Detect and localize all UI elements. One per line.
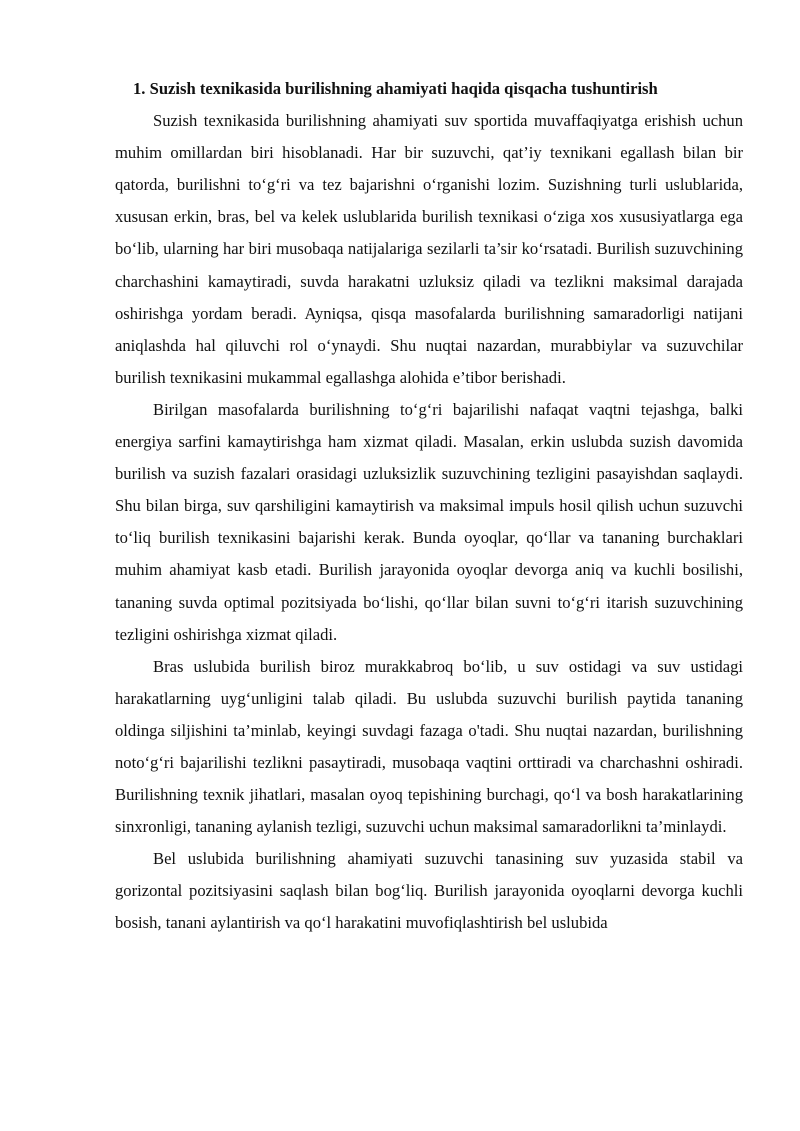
paragraph-2: Birilgan masofalarda burilishning to‘g‘ri bajarilishi nafaqat vaqtni tejashga, balki energiya sarfini kamaytirishga ham xizmat qiladi. Masalan, erkin uslubda suzish davomida burilish va suzish fazalari orasidagi uzluksizlik suzuvchining tezligini pasayishdan saqlaydi. Shu bilan birga, suv qarshiligini kamaytirish va maksimal impuls hosil qilish uchun suzuvchi to‘liq burilish texnikasini bajarishi kerak. Bunda oyoqlar, qo‘llar va tananing burchaklari muhim ahamiyat kasb etadi. Burilish jarayonida oyoqlar devorga aniq va kuchli bosilishi, tananing suvda optimal pozitsiyada bo‘lishi, qo‘llar bilan suvni to‘g‘ri itarish suzuvchining tezligini oshirishga xizmat qiladi.	[115, 399, 743, 644]
paragraph-4: Bel uslubida burilishning ahamiyati suzuvchi tanasining suv yuzasida stabil va gorizontal pozitsiyasini saqlash bilan bog‘liq. Burilish jarayonida oyoqlarni devorga kuchli bosish, tanani aylantirish va qo‘l harakatini muvofiqlashtirish bel uslubida	[115, 849, 743, 933]
section-heading: 1. Suzish texnikasida burilishning ahamiyati haqida qisqacha tushuntirish	[133, 79, 658, 98]
document-body	[115, 73, 743, 940]
paragraph-3: Bras uslubida burilish biroz murakkabroq bo‘lib, u suv ostidagi va suv ustidagi harakatlarning uyg‘unligini talab qiladi. Bu uslubda suzuvchi burilish paytida tananing oldinga siljishini ta’minlab, keyingi suvdagi fazaga o'tadi. Shu nuqtai nazardan, burilishning noto‘g‘ri bajarilishi tezlikni pasaytiradi, musobaqa vaqtini orttiradi va charchashni oshiradi. Burilishning texnik jihatlari, masalan oyoq tepishining burchagi, qo‘l va bosh harakatlarining sinxronligi, tananing aylanish tezligi, suzuvchi uchun maksimal samaradorlikni ta’minlaydi.	[115, 656, 743, 837]
paragraph-1: Suzish texnikasida burilishning ahamiyati suv sportida muvaffaqiyatga erishish uchun muhim omillardan biri hisoblanadi. Har bir suzuvchi, qat’iy texnikani egallash bilan bir qatorda, burilishni to‘g‘ri va tez bajarishni o‘rganishi lozim. Suzishning turli uslublarida, xususan erkin, bras, bel va kelek uslublarida burilish texnikasi o‘ziga xos xususiyatlarga ega bo‘lib, ularning har biri musobaqa natijalariga sezilarli ta’sir ko‘rsatadi. Burilish suzuvchining charchashini kamaytiradi, suvda harakatni uzluksiz qiladi va tezlikni maksimal darajada oshirishga yordam beradi. Ayniqsa, qisqa masofalarda burilishning samaradorligi natijani aniqlashda hal qiluvchi rol o‘ynaydi. Shu nuqtai nazardan, murabbiylar va suzuvchilar burilish texnikasini mukammal egallashga alohida e’tibor berishadi.	[115, 111, 743, 387]
